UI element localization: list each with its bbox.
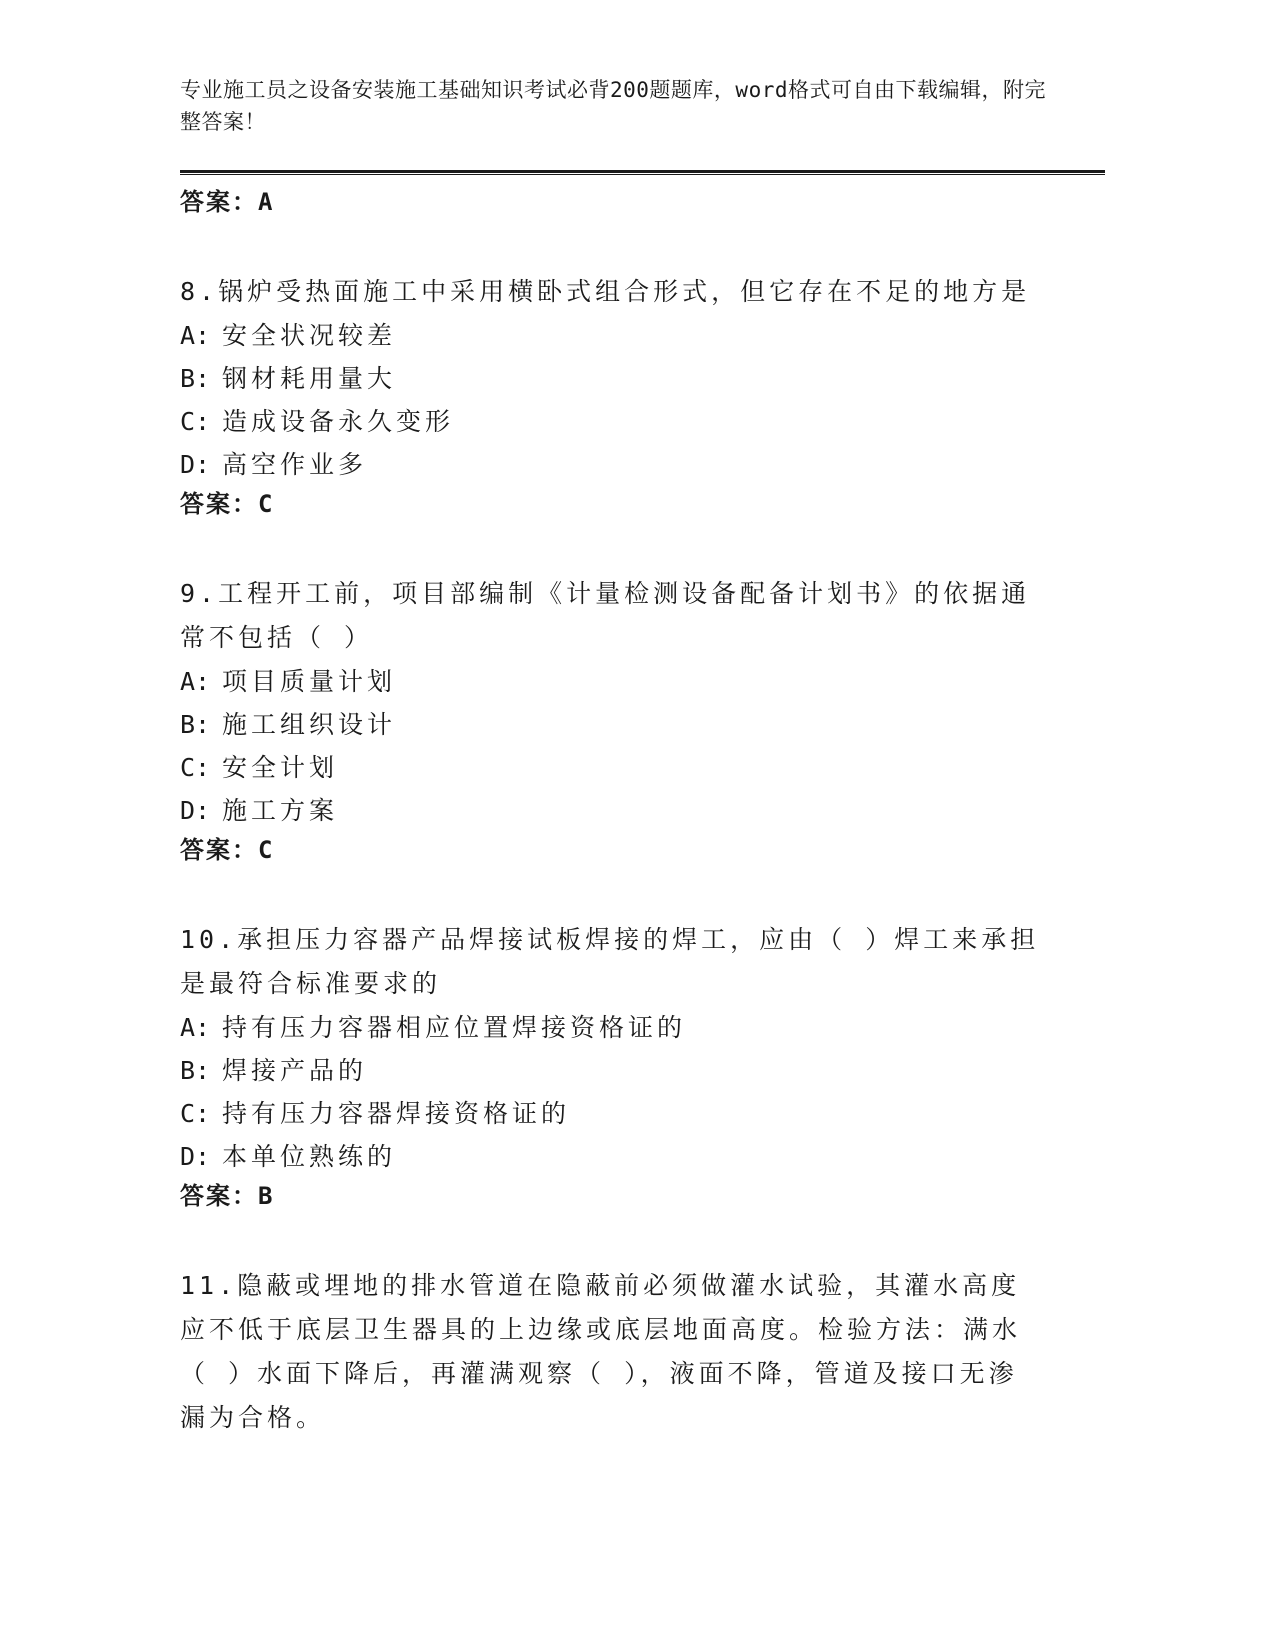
- option-text: 安全状况较差: [222, 321, 397, 350]
- answer-line: 答案：C: [180, 836, 275, 864]
- option-text: 持有压力容器焊接资格证的: [222, 1099, 571, 1128]
- option-text: 焊接产品的: [222, 1056, 368, 1085]
- question-text: 8.锅炉受热面施工中采用横卧式组合形式，但它存在不足的地方是: [180, 277, 1031, 306]
- option-c: [180, 746, 1040, 789]
- question-block: [180, 1264, 1040, 1440]
- spacer: [180, 868, 1040, 918]
- option-key: D:: [180, 1142, 211, 1171]
- option-text: 造成设备永久变形: [222, 407, 455, 436]
- page-header: [180, 74, 1060, 138]
- question-text: 10.承担压力容器产品焊接试板焊接的焊工，应由（ ）焊工来承担是最符合标准要求的: [180, 925, 1040, 998]
- option-c: [180, 400, 1040, 443]
- option-b: [180, 1049, 1040, 1092]
- option-text: 施工组织设计: [222, 710, 397, 739]
- option-key: B:: [180, 1056, 211, 1085]
- option-d: [180, 789, 1040, 832]
- option-c: [180, 1092, 1040, 1135]
- option-key: C:: [180, 753, 211, 782]
- option-text: 施工方案: [222, 796, 339, 825]
- option-key: C:: [180, 407, 211, 436]
- question-text: 11.隐蔽或埋地的排水管道在隐蔽前必须做灌水试验，其灌水高度应不低于底层卫生器具的上边缘或底层地面高度。检验方法：满水（ ）水面下降后，再灌满观察（ ），液面不降，管道及接口无渗漏为合格。: [180, 1271, 1022, 1432]
- option-b: [180, 703, 1040, 746]
- option-d: [180, 1135, 1040, 1178]
- option-d: [180, 443, 1040, 486]
- question-block: [180, 572, 1040, 868]
- answer-line: 答案：C: [180, 490, 275, 518]
- option-key: D:: [180, 796, 211, 825]
- option-key: B:: [180, 710, 211, 739]
- document-title: 专业施工员之设备安装施工基础知识考试必背200题题库，word格式可自由下载编辑，附完整答案！: [180, 78, 1046, 134]
- option-text: 项目质量计划: [222, 667, 397, 696]
- question-text: 9.工程开工前，项目部编制《计量检测设备配备计划书》的依据通常不包括（ ）: [180, 579, 1031, 652]
- option-b: [180, 357, 1040, 400]
- document-body: [180, 184, 1040, 1440]
- option-key: B:: [180, 364, 211, 393]
- question-block: [180, 918, 1040, 1214]
- option-a: [180, 660, 1040, 703]
- answer-line: 答案：B: [180, 1182, 275, 1210]
- answer-line: 答案：A: [180, 188, 275, 216]
- option-text: 高空作业多: [222, 450, 368, 479]
- option-key: D:: [180, 450, 211, 479]
- question-block: [180, 270, 1040, 522]
- option-a: [180, 314, 1040, 357]
- spacer: [180, 1214, 1040, 1264]
- spacer: [180, 522, 1040, 572]
- option-text: 钢材耗用量大: [222, 364, 397, 393]
- option-key: C:: [180, 1099, 211, 1128]
- option-key: A:: [180, 667, 211, 696]
- option-key: A:: [180, 1013, 211, 1042]
- option-key: A:: [180, 321, 211, 350]
- option-text: 安全计划: [222, 753, 339, 782]
- option-text: 持有压力容器相应位置焊接资格证的: [222, 1013, 687, 1042]
- option-a: [180, 1006, 1040, 1049]
- spacer: [180, 220, 1040, 270]
- option-text: 本单位熟练的: [222, 1142, 397, 1171]
- header-divider: [180, 170, 1105, 175]
